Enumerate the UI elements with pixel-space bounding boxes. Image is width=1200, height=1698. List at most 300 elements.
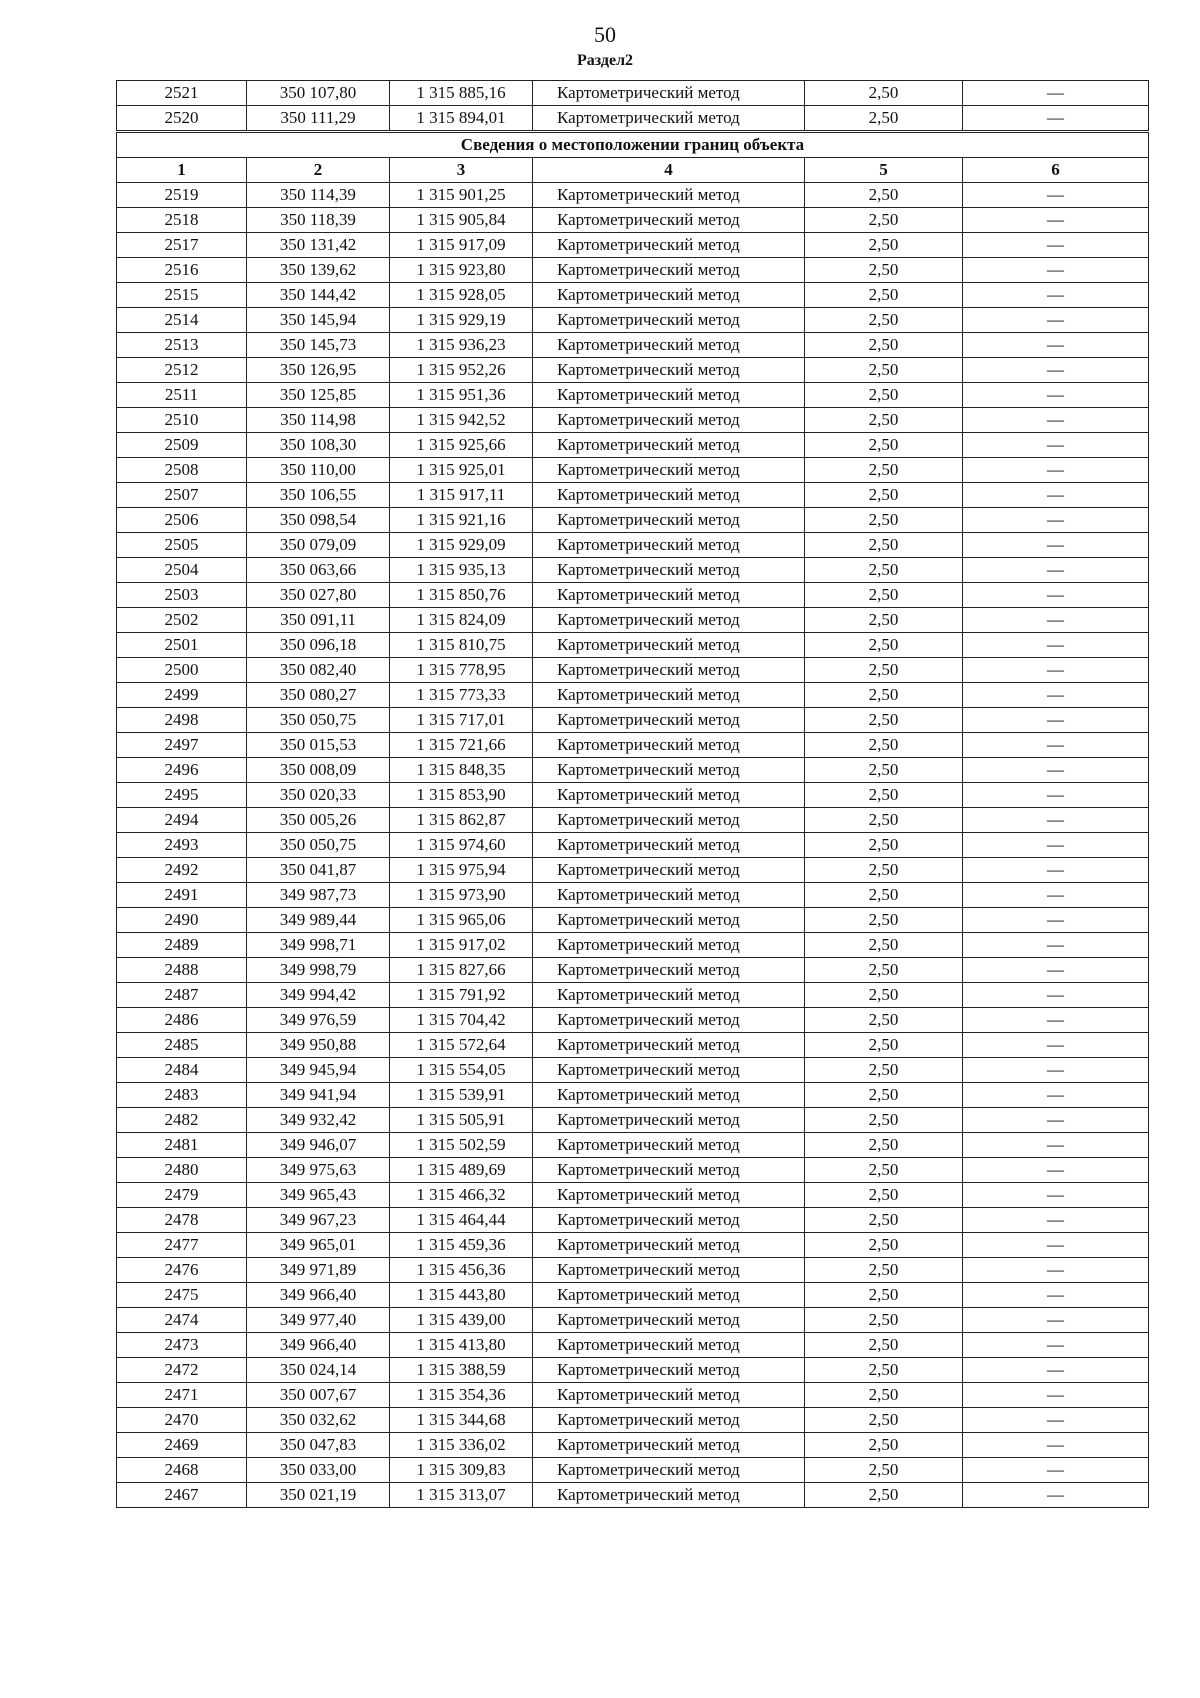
accuracy-cell: 2,50 [805,258,963,283]
coordinate-y-cell: 1 315 721,66 [390,733,533,758]
section-title: Раздел2 [576,52,634,69]
coordinate-y-cell: 1 315 456,36 [390,1258,533,1283]
coordinate-y-cell: 1 315 917,02 [390,933,533,958]
method-cell: Картометрический метод [533,1283,805,1308]
point-number-cell: 2493 [117,833,247,858]
accuracy-cell: 2,50 [805,1383,963,1408]
table-row [117,283,1149,308]
coordinate-y-cell: 1 315 848,35 [390,758,533,783]
accuracy-cell: 2,50 [805,558,963,583]
accuracy-cell: 2,50 [805,1333,963,1358]
coordinate-y-cell: 1 315 928,05 [390,283,533,308]
table-row [117,883,1149,908]
table-row [117,1383,1149,1408]
method-cell: Картометрический метод [533,106,805,132]
table-row [117,383,1149,408]
description-cell: — [963,1483,1149,1508]
accuracy-cell: 2,50 [805,233,963,258]
column-number: 5 [805,158,963,183]
table-rows-before [117,81,1149,132]
table-row [117,1058,1149,1083]
coordinate-x-cell: 350 027,80 [247,583,390,608]
method-cell: Картометрический метод [533,833,805,858]
accuracy-cell: 2,50 [805,433,963,458]
point-number-cell: 2515 [117,283,247,308]
coordinate-y-cell: 1 315 773,33 [390,683,533,708]
method-cell: Картометрический метод [533,1208,805,1233]
description-cell: — [963,808,1149,833]
method-cell: Картометрический метод [533,683,805,708]
coordinate-y-cell: 1 315 929,09 [390,533,533,558]
accuracy-cell: 2,50 [805,933,963,958]
coordinate-x-cell: 350 032,62 [247,1408,390,1433]
accuracy-cell: 2,50 [805,683,963,708]
description-cell: — [963,81,1149,106]
description-cell: — [963,1208,1149,1233]
coordinate-x-cell: 349 975,63 [247,1158,390,1183]
point-number-cell: 2516 [117,258,247,283]
coordinate-y-cell: 1 315 554,05 [390,1058,533,1083]
coordinate-y-cell: 1 315 413,80 [390,1333,533,1358]
description-cell: — [963,833,1149,858]
coordinate-x-cell: 350 047,83 [247,1433,390,1458]
method-cell: Картометрический метод [533,808,805,833]
method-cell: Картометрический метод [533,608,805,633]
coordinate-y-cell: 1 315 778,95 [390,658,533,683]
coordinate-x-cell: 349 998,79 [247,958,390,983]
description-cell: — [963,1458,1149,1483]
description-cell: — [963,208,1149,233]
accuracy-cell: 2,50 [805,783,963,808]
description-cell: — [963,983,1149,1008]
description-cell: — [963,1058,1149,1083]
coordinate-x-cell: 350 063,66 [247,558,390,583]
coordinate-y-cell: 1 315 704,42 [390,1008,533,1033]
method-cell: Картометрический метод [533,1433,805,1458]
coordinate-x-cell: 350 114,98 [247,408,390,433]
coordinate-y-cell: 1 315 917,09 [390,233,533,258]
description-cell: — [963,633,1149,658]
divider-row [117,132,1149,158]
coordinate-y-cell: 1 315 974,60 [390,833,533,858]
divider-title: Сведения о местоположении границ объекта [117,132,1149,158]
accuracy-cell: 2,50 [805,833,963,858]
method-cell: Картометрический метод [533,858,805,883]
coordinate-x-cell: 350 024,14 [247,1358,390,1383]
coordinate-y-cell: 1 315 388,59 [390,1358,533,1383]
description-cell: — [963,1308,1149,1333]
coordinate-y-cell: 1 315 929,19 [390,308,533,333]
table-row [117,1308,1149,1333]
description-cell: — [963,408,1149,433]
coordinate-x-cell: 350 050,75 [247,833,390,858]
table-row [117,183,1149,208]
coordinate-x-cell: 350 033,00 [247,1458,390,1483]
table-row [117,933,1149,958]
coordinates-table [116,80,1149,1508]
description-cell: — [963,658,1149,683]
coordinate-x-cell: 350 144,42 [247,283,390,308]
accuracy-cell: 2,50 [805,1158,963,1183]
coordinate-x-cell: 350 111,29 [247,106,390,132]
point-number-cell: 2510 [117,408,247,433]
coordinate-x-cell: 350 096,18 [247,633,390,658]
accuracy-cell: 2,50 [805,583,963,608]
method-cell: Картометрический метод [533,558,805,583]
description-cell: — [963,758,1149,783]
method-cell: Картометрический метод [533,483,805,508]
point-number-cell: 2496 [117,758,247,783]
point-number-cell: 2508 [117,458,247,483]
point-number-cell: 2498 [117,708,247,733]
point-number-cell: 2472 [117,1358,247,1383]
description-cell: — [963,1333,1149,1358]
description-cell: — [963,458,1149,483]
coordinate-x-cell: 349 950,88 [247,1033,390,1058]
table-row [117,1258,1149,1283]
column-number: 6 [963,158,1149,183]
point-number-cell: 2517 [117,233,247,258]
coordinate-x-cell: 349 945,94 [247,1058,390,1083]
description-cell: — [963,708,1149,733]
table-row [117,533,1149,558]
point-number-cell: 2468 [117,1458,247,1483]
description-cell: — [963,1033,1149,1058]
table-row [117,833,1149,858]
coordinate-y-cell: 1 315 309,83 [390,1458,533,1483]
point-number-cell: 2467 [117,1483,247,1508]
method-cell: Картометрический метод [533,233,805,258]
description-cell: — [963,558,1149,583]
coordinate-y-cell: 1 315 923,80 [390,258,533,283]
method-cell: Картометрический метод [533,1058,805,1083]
accuracy-cell: 2,50 [805,958,963,983]
description-cell: — [963,106,1149,132]
coordinate-y-cell: 1 315 344,68 [390,1408,533,1433]
accuracy-cell: 2,50 [805,1283,963,1308]
coordinate-x-cell: 349 966,40 [247,1283,390,1308]
coordinate-x-cell: 350 091,11 [247,608,390,633]
accuracy-cell: 2,50 [805,1033,963,1058]
coordinate-y-cell: 1 315 862,87 [390,808,533,833]
table-row [117,233,1149,258]
accuracy-cell: 2,50 [805,1408,963,1433]
description-cell: — [963,608,1149,633]
description-cell: — [963,1133,1149,1158]
accuracy-cell: 2,50 [805,608,963,633]
method-cell: Картометрический метод [533,1008,805,1033]
coordinate-x-cell: 349 971,89 [247,1258,390,1283]
coordinate-x-cell: 350 126,95 [247,358,390,383]
method-cell: Картометрический метод [533,1458,805,1483]
method-cell: Картометрический метод [533,81,805,106]
coordinate-y-cell: 1 315 894,01 [390,106,533,132]
point-number-cell: 2509 [117,433,247,458]
coordinate-y-cell: 1 315 466,32 [390,1183,533,1208]
coordinate-x-cell: 350 079,09 [247,533,390,558]
table-row [117,408,1149,433]
coordinate-x-cell: 350 145,94 [247,308,390,333]
accuracy-cell: 2,50 [805,708,963,733]
point-number-cell: 2502 [117,608,247,633]
point-number-cell: 2506 [117,508,247,533]
method-cell: Картометрический метод [533,958,805,983]
accuracy-cell: 2,50 [805,883,963,908]
accuracy-cell: 2,50 [805,908,963,933]
point-number-cell: 2477 [117,1233,247,1258]
point-number-cell: 2501 [117,633,247,658]
accuracy-cell: 2,50 [805,1083,963,1108]
table-row [117,358,1149,383]
description-cell: — [963,908,1149,933]
point-number-cell: 2504 [117,558,247,583]
point-number-cell: 2476 [117,1258,247,1283]
accuracy-cell: 2,50 [805,458,963,483]
method-cell: Картометрический метод [533,258,805,283]
table-row [117,958,1149,983]
coordinate-y-cell: 1 315 936,23 [390,333,533,358]
description-cell: — [963,383,1149,408]
coordinate-y-cell: 1 315 921,16 [390,508,533,533]
coordinate-x-cell: 350 139,62 [247,258,390,283]
coordinate-x-cell: 350 080,27 [247,683,390,708]
table-row [117,1108,1149,1133]
coordinate-y-cell: 1 315 489,69 [390,1158,533,1183]
coordinate-x-cell: 350 082,40 [247,658,390,683]
table-row [117,1358,1149,1383]
point-number-cell: 2489 [117,933,247,958]
method-cell: Картометрический метод [533,383,805,408]
method-cell: Картометрический метод [533,658,805,683]
point-number-cell: 2479 [117,1183,247,1208]
column-number: 4 [533,158,805,183]
method-cell: Картометрический метод [533,208,805,233]
accuracy-cell: 2,50 [805,1058,963,1083]
accuracy-cell: 2,50 [805,308,963,333]
accuracy-cell: 2,50 [805,483,963,508]
point-number-cell: 2499 [117,683,247,708]
accuracy-cell: 2,50 [805,1433,963,1458]
column-number: 2 [247,158,390,183]
table-row [117,683,1149,708]
coordinate-y-cell: 1 315 824,09 [390,608,533,633]
method-cell: Картометрический метод [533,708,805,733]
table-row [117,1433,1149,1458]
description-cell: — [963,258,1149,283]
description-cell: — [963,958,1149,983]
method-cell: Картометрический метод [533,308,805,333]
accuracy-cell: 2,50 [805,1308,963,1333]
coordinate-x-cell: 350 020,33 [247,783,390,808]
coordinate-y-cell: 1 315 336,02 [390,1433,533,1458]
coordinate-y-cell: 1 315 935,13 [390,558,533,583]
description-cell: — [963,883,1149,908]
table-row [117,1133,1149,1158]
point-number-cell: 2490 [117,908,247,933]
accuracy-cell: 2,50 [805,333,963,358]
coordinate-y-cell: 1 315 502,59 [390,1133,533,1158]
coordinate-y-cell: 1 315 354,36 [390,1383,533,1408]
description-cell: — [963,583,1149,608]
accuracy-cell: 2,50 [805,183,963,208]
method-cell: Картометрический метод [533,933,805,958]
accuracy-cell: 2,50 [805,383,963,408]
accuracy-cell: 2,50 [805,1208,963,1233]
method-cell: Картометрический метод [533,633,805,658]
coordinate-x-cell: 349 965,01 [247,1233,390,1258]
coordinate-y-cell: 1 315 791,92 [390,983,533,1008]
table-row [117,1283,1149,1308]
accuracy-cell: 2,50 [805,358,963,383]
coordinate-x-cell: 350 145,73 [247,333,390,358]
accuracy-cell: 2,50 [805,1483,963,1508]
method-cell: Картометрический метод [533,883,805,908]
point-number-cell: 2485 [117,1033,247,1058]
description-cell: — [963,858,1149,883]
method-cell: Картометрический метод [533,1308,805,1333]
point-number-cell: 2520 [117,106,247,132]
point-number-cell: 2480 [117,1158,247,1183]
method-cell: Картометрический метод [533,908,805,933]
point-number-cell: 2497 [117,733,247,758]
coordinate-x-cell: 349 965,43 [247,1183,390,1208]
method-cell: Картометрический метод [533,508,805,533]
description-cell: — [963,1108,1149,1133]
point-number-cell: 2514 [117,308,247,333]
method-cell: Картометрический метод [533,1333,805,1358]
table-row [117,1033,1149,1058]
method-cell: Картометрический метод [533,183,805,208]
coordinate-x-cell: 350 125,85 [247,383,390,408]
description-cell: — [963,933,1149,958]
method-cell: Картометрический метод [533,433,805,458]
description-cell: — [963,1158,1149,1183]
coordinate-x-cell: 350 008,09 [247,758,390,783]
accuracy-cell: 2,50 [805,533,963,558]
coordinate-y-cell: 1 315 850,76 [390,583,533,608]
method-cell: Картометрический метод [533,1083,805,1108]
method-cell: Картометрический метод [533,283,805,308]
description-cell: — [963,733,1149,758]
method-cell: Картометрический метод [533,758,805,783]
point-number-cell: 2494 [117,808,247,833]
accuracy-cell: 2,50 [805,1458,963,1483]
coordinate-x-cell: 349 941,94 [247,1083,390,1108]
point-number-cell: 2487 [117,983,247,1008]
table-row [117,633,1149,658]
accuracy-cell: 2,50 [805,1108,963,1133]
table-row [117,1483,1149,1508]
table-row [117,1158,1149,1183]
accuracy-cell: 2,50 [805,408,963,433]
accuracy-cell: 2,50 [805,508,963,533]
table-row [117,508,1149,533]
description-cell: — [963,1083,1149,1108]
table-row [117,1083,1149,1108]
method-cell: Картометрический метод [533,1108,805,1133]
description-cell: — [963,1183,1149,1208]
table-rows [117,183,1149,1508]
accuracy-cell: 2,50 [805,658,963,683]
accuracy-cell: 2,50 [805,1133,963,1158]
table-row [117,1458,1149,1483]
table-row [117,1008,1149,1033]
coordinate-y-cell: 1 315 952,26 [390,358,533,383]
coordinate-y-cell: 1 315 313,07 [390,1483,533,1508]
description-cell: — [963,1233,1149,1258]
point-number-cell: 2513 [117,333,247,358]
table-row [117,333,1149,358]
accuracy-cell: 2,50 [805,81,963,106]
coordinate-x-cell: 349 932,42 [247,1108,390,1133]
coordinate-y-cell: 1 315 942,52 [390,408,533,433]
coordinate-y-cell: 1 315 917,11 [390,483,533,508]
table-row [117,608,1149,633]
point-number-cell: 2505 [117,533,247,558]
point-number-cell: 2500 [117,658,247,683]
table-row [117,1183,1149,1208]
coordinate-x-cell: 350 110,00 [247,458,390,483]
description-cell: — [963,783,1149,808]
accuracy-cell: 2,50 [805,283,963,308]
accuracy-cell: 2,50 [805,758,963,783]
table-divider-group [117,132,1149,183]
coordinate-y-cell: 1 315 905,84 [390,208,533,233]
coordinate-x-cell: 350 015,53 [247,733,390,758]
coordinate-x-cell: 350 118,39 [247,208,390,233]
table-row [117,758,1149,783]
description-cell: — [963,1408,1149,1433]
point-number-cell: 2488 [117,958,247,983]
table-row [117,983,1149,1008]
table-row [117,908,1149,933]
description-cell: — [963,1358,1149,1383]
table-row [117,483,1149,508]
point-number-cell: 2474 [117,1308,247,1333]
coordinate-x-cell: 350 106,55 [247,483,390,508]
coordinate-y-cell: 1 315 572,64 [390,1033,533,1058]
point-number-cell: 2512 [117,358,247,383]
column-number: 3 [390,158,533,183]
coordinate-y-cell: 1 315 439,00 [390,1308,533,1333]
point-number-cell: 2521 [117,81,247,106]
method-cell: Картометрический метод [533,733,805,758]
method-cell: Картометрический метод [533,408,805,433]
point-number-cell: 2492 [117,858,247,883]
accuracy-cell: 2,50 [805,106,963,132]
description-cell: — [963,183,1149,208]
method-cell: Картометрический метод [533,1258,805,1283]
description-cell: — [963,1433,1149,1458]
description-cell: — [963,1008,1149,1033]
description-cell: — [963,308,1149,333]
description-cell: — [963,483,1149,508]
point-number-cell: 2475 [117,1283,247,1308]
method-cell: Картометрический метод [533,358,805,383]
method-cell: Картометрический метод [533,1233,805,1258]
table-row [117,433,1149,458]
description-cell: — [963,683,1149,708]
description-cell: — [963,358,1149,383]
accuracy-cell: 2,50 [805,1258,963,1283]
point-number-cell: 2478 [117,1208,247,1233]
coordinate-x-cell: 349 989,44 [247,908,390,933]
method-cell: Картометрический метод [533,583,805,608]
description-cell: — [963,508,1149,533]
coordinate-y-cell: 1 315 810,75 [390,633,533,658]
accuracy-cell: 2,50 [805,858,963,883]
coordinate-y-cell: 1 315 717,01 [390,708,533,733]
